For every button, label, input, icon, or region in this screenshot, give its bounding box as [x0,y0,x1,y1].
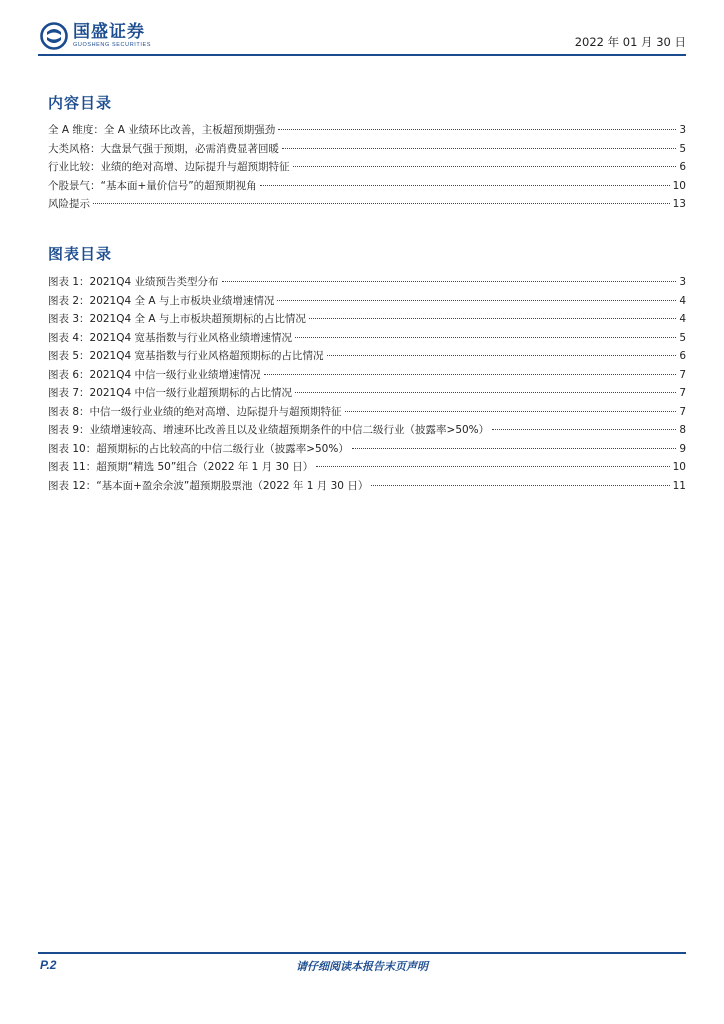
figure-entry-page: 6 [679,350,686,362]
dot-leader [345,411,677,412]
dot-leader [492,429,676,430]
figure-entry-page: 3 [679,276,686,288]
dot-leader [309,318,676,319]
dot-leader [282,148,676,149]
page-footer [38,952,686,973]
figure-entry[interactable] [48,293,686,312]
figure-entry-page: 4 [679,313,686,325]
figures-title: 图表目录 [48,245,113,263]
company-logo [40,22,151,50]
figure-entry-page: 7 [679,387,686,399]
dot-leader [264,374,677,375]
dot-leader [316,466,669,467]
figure-entry[interactable] [48,441,686,460]
toc-entry[interactable] [48,159,686,178]
dot-leader [277,300,676,301]
figure-entry-page: 5 [679,331,686,344]
figure-entry[interactable] [48,274,686,293]
toc-entry-label: 个股景气：“基本面+量价信号”的超预期视角 [48,179,257,192]
toc-entry-label: 行业比较：业绩的绝对高增、边际提升与超预期特征 [48,161,290,173]
figure-entry[interactable] [48,311,686,330]
figure-entry-label: 图表 9：业绩增速较高、增速环比改善且以及业绩超预期条件的中信二级行业（披露率>50%） [48,424,490,436]
report-date: 2022 年 01 月 30 日 [574,35,686,49]
figure-entry-page: 10 [672,461,686,473]
dot-leader [222,281,677,282]
toc-entry-page: 13 [672,198,686,210]
toc-entry[interactable] [48,141,686,160]
dot-leader [327,355,677,356]
toc-entry[interactable] [48,122,686,141]
toc-entry-label: 大类风格：大盘景气强于预期，必需消费显著回暖 [48,142,279,155]
dot-leader [352,448,676,449]
figures-list [48,274,686,496]
figure-entry-label: 图表 6：2021Q4 中信一级行业业绩增速情况 [48,368,261,381]
logo-english-name: GUOSHENG SECURITIES [73,42,152,48]
page-header [38,20,686,56]
guosheng-logo-icon [40,22,68,50]
dot-leader [293,166,677,167]
figure-entry-page: 7 [679,368,686,381]
page-number: P.2 [40,958,57,972]
dot-leader [295,392,676,393]
dot-leader [371,485,669,486]
toc-entry-page: 3 [679,124,686,136]
figure-entry-label: 图表 1：2021Q4 业绩预告类型分布 [48,276,219,288]
figure-entry-label: 图表 4：2021Q4 宽基指数与行业风格业绩增速情况 [48,331,293,344]
toc-entry-label: 风险提示 [48,198,90,210]
figure-entry[interactable] [48,348,686,367]
toc-entry-page: 5 [679,142,686,155]
toc-entry[interactable] [48,178,686,197]
figure-entry-page: 7 [679,405,686,418]
figure-entry-page: 11 [672,479,686,492]
figure-entry[interactable] [48,422,686,441]
figure-entry-label: 图表 12：“基本面+盈余余波”超预期股票池（2022 年 1 月 30 日） [48,479,369,492]
contents-title: 内容目录 [48,94,113,112]
toc-entry-page: 6 [679,161,686,173]
contents-list [48,122,686,215]
dot-leader [295,337,676,338]
figure-entry-page: 9 [679,442,686,455]
toc-entry-page: 10 [672,179,686,192]
dot-leader [93,203,670,204]
figure-entry-page: 4 [679,294,686,307]
figure-entry-label: 图表 5：2021Q4 宽基指数与行业风格超预期标的占比情况 [48,350,324,362]
figure-entry[interactable] [48,459,686,478]
figure-entry[interactable] [48,404,686,423]
toc-entry-label: 全 A 维度：全 A 业绩环比改善，主板超预期强劲 [48,124,276,136]
figure-entry[interactable] [48,478,686,497]
dot-leader [278,129,676,130]
toc-entry[interactable] [48,196,686,215]
figure-entry-label: 图表 2：2021Q4 全 A 与上市板块业绩增速情况 [48,294,275,307]
figure-entry-label: 图表 8：中信一级行业业绩的绝对高增、边际提升与超预期特征 [48,405,342,418]
logo-chinese-name: 国盛证券 [73,22,145,42]
footer-divider [38,952,686,954]
figure-entry-label: 图表 3：2021Q4 全 A 与上市板块超预期标的占比情况 [48,313,306,325]
figure-entry[interactable] [48,330,686,349]
disclaimer-note[interactable]: 请仔细阅读本报告末页声明 [296,960,428,973]
header-divider [38,54,686,56]
figure-entry[interactable] [48,367,686,386]
figure-entry[interactable] [48,385,686,404]
dot-leader [260,185,670,186]
figure-entry-label: 图表 7：2021Q4 中信一级行业超预期标的占比情况 [48,387,293,399]
figure-entry-page: 8 [679,424,686,436]
figure-entry-label: 图表 10：超预期标的占比较高的中信二级行业（披露率>50%） [48,442,349,455]
figure-entry-label: 图表 11：超预期“精选 50”组合（2022 年 1 月 30 日） [48,461,314,473]
